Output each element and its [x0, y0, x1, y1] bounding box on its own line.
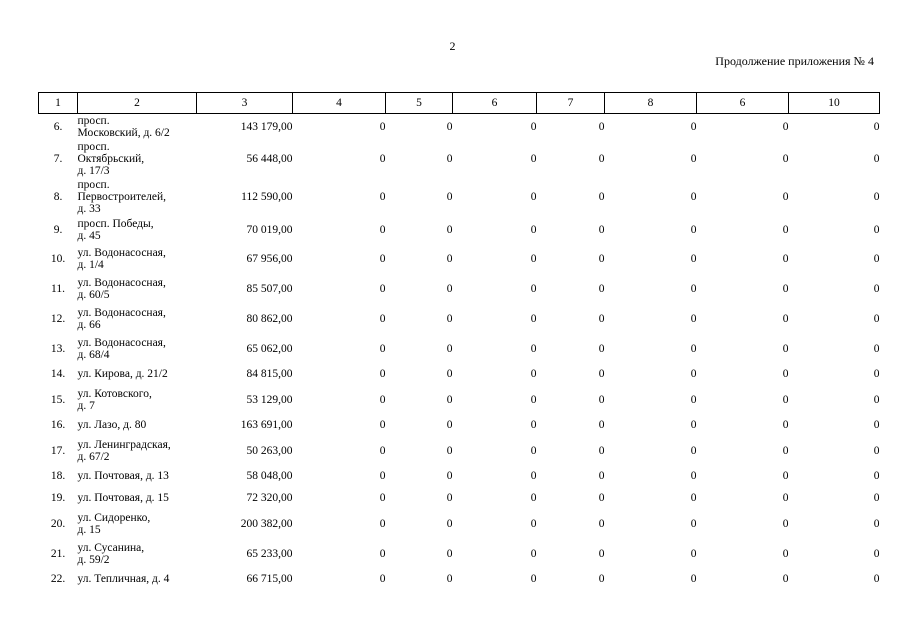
value-cell-col-7: 0 [598, 517, 605, 530]
address-line: ул. Водонасосная, [77, 276, 166, 289]
table-body [39, 114, 880, 590]
row-number: 16. [50, 419, 66, 431]
value-cell-col-10: 0 [873, 368, 880, 380]
value-cell-col-6: 0 [530, 223, 537, 236]
row-number: 22. [50, 573, 66, 585]
table-row [39, 140, 880, 178]
value-cell-col-8: 0 [690, 444, 697, 457]
address-cell [78, 364, 197, 385]
address-line: ул. Водонасосная, [77, 306, 166, 319]
value-cell-col-5: 0 [446, 252, 453, 265]
value-cell-col-4: 0 [379, 223, 386, 236]
appendix-continuation-title: Продолжение приложения № 4 [715, 54, 874, 68]
amount-cell: 80 862,00 [246, 312, 293, 325]
address-line: ул. Лазо, д. 80 [77, 419, 147, 431]
table-row [39, 466, 880, 487]
value-cell-col-9: 0 [782, 470, 789, 482]
address-cell [78, 539, 197, 569]
address-cell [78, 569, 197, 590]
value-cell-col-9: 0 [782, 491, 789, 504]
address-line: д. 60/5 [77, 288, 110, 301]
address-cell [78, 114, 197, 140]
address-line: д. 68/4 [77, 348, 110, 361]
row-number: 18. [50, 470, 66, 482]
column-header-7: 7 [537, 93, 605, 114]
row-number: 7. [53, 152, 63, 165]
value-cell-col-4: 0 [379, 152, 386, 165]
value-cell-col-10: 0 [873, 190, 880, 203]
value-cell-col-7: 0 [598, 419, 605, 431]
value-cell-col-5: 0 [446, 491, 453, 504]
address-line: просп. [77, 114, 110, 127]
address-line: ул. Почтовая, д. 15 [77, 491, 169, 504]
column-header-3: 3 [197, 93, 293, 114]
value-cell-col-10: 0 [873, 252, 880, 265]
value-cell-col-7: 0 [598, 547, 605, 560]
value-cell-col-4: 0 [379, 342, 386, 355]
address-cell [78, 304, 197, 334]
column-header-2: 2 [78, 93, 197, 114]
value-cell-col-6: 0 [530, 252, 537, 265]
row-number: 17. [50, 444, 66, 457]
value-cell-col-8: 0 [690, 393, 697, 406]
amount-cell: 58 048,00 [246, 470, 293, 482]
value-cell-col-8: 0 [690, 470, 697, 482]
value-cell-col-4: 0 [379, 491, 386, 504]
value-cell-col-9: 0 [782, 573, 789, 585]
value-cell-col-4: 0 [379, 252, 386, 265]
column-header-8: 8 [605, 93, 697, 114]
address-line: д. 45 [77, 229, 101, 242]
value-cell-col-9: 0 [782, 517, 789, 530]
row-number: 15. [50, 393, 66, 406]
value-cell-col-4: 0 [379, 419, 386, 431]
value-cell-col-9: 0 [782, 393, 789, 406]
value-cell-col-9: 0 [782, 312, 789, 325]
amount-cell: 56 448,00 [246, 152, 293, 165]
address-line: ул. Котовского, [77, 387, 152, 400]
value-cell-col-10: 0 [873, 419, 880, 431]
value-cell-col-5: 0 [446, 223, 453, 236]
address-line: д. 1/4 [77, 258, 104, 271]
value-cell-col-7: 0 [598, 190, 605, 203]
value-cell-col-6: 0 [530, 470, 537, 482]
value-cell-col-6: 0 [530, 517, 537, 530]
page-number: 2 [449, 39, 456, 53]
address-line: д. 66 [77, 318, 101, 331]
value-cell-col-6: 0 [530, 152, 537, 165]
row-number: 6. [53, 120, 63, 133]
address-line: д. 67/2 [77, 450, 110, 463]
column-header-10: 10 [789, 93, 880, 114]
value-cell-col-6: 0 [530, 419, 537, 431]
address-cell [78, 216, 197, 244]
value-cell-col-8: 0 [690, 152, 697, 165]
value-cell-col-6: 0 [530, 491, 537, 504]
amount-cell: 65 062,00 [246, 342, 293, 355]
value-cell-col-5: 0 [446, 573, 453, 585]
appendix-table [38, 92, 880, 590]
value-cell-col-4: 0 [379, 120, 386, 133]
value-cell-col-9: 0 [782, 342, 789, 355]
value-cell-col-8: 0 [690, 223, 697, 236]
address-line: ул. Сусанина, [77, 541, 145, 554]
table-row [39, 114, 880, 140]
value-cell-col-9: 0 [782, 444, 789, 457]
amount-cell: 70 019,00 [246, 223, 293, 236]
address-line: Октябрьский, [77, 152, 145, 165]
row-number: 9. [53, 223, 63, 236]
value-cell-col-5: 0 [446, 282, 453, 295]
amount-cell: 50 263,00 [246, 444, 293, 457]
table-row [39, 334, 880, 364]
table-row [39, 436, 880, 466]
table-row [39, 274, 880, 304]
column-header-4: 4 [293, 93, 386, 114]
value-cell-col-7: 0 [598, 573, 605, 585]
amount-cell: 163 691,00 [240, 419, 293, 431]
value-cell-col-10: 0 [873, 282, 880, 295]
value-cell-col-8: 0 [690, 120, 697, 133]
value-cell-col-4: 0 [379, 573, 386, 585]
address-line: ул. Кирова, д. 21/2 [77, 368, 168, 380]
value-cell-col-10: 0 [873, 470, 880, 482]
value-cell-col-9: 0 [782, 419, 789, 431]
value-cell-col-10: 0 [873, 223, 880, 236]
amount-cell: 112 590,00 [241, 190, 293, 203]
address-line: ул. Почтовая, д. 13 [77, 470, 169, 482]
value-cell-col-4: 0 [379, 444, 386, 457]
value-cell-col-4: 0 [379, 393, 386, 406]
value-cell-col-5: 0 [446, 368, 453, 380]
table-row [39, 385, 880, 415]
value-cell-col-5: 0 [446, 444, 453, 457]
table-row [39, 244, 880, 274]
amount-cell: 85 507,00 [246, 282, 293, 295]
address-line: Московский, д. 6/2 [77, 126, 170, 139]
row-number: 11. [51, 282, 65, 295]
value-cell-col-5: 0 [446, 342, 453, 355]
value-cell-col-9: 0 [782, 282, 789, 295]
address-line: д. 17/3 [77, 164, 110, 177]
row-number: 12. [50, 312, 66, 325]
value-cell-col-6: 0 [530, 444, 537, 457]
value-cell-col-9: 0 [782, 368, 789, 380]
value-cell-col-6: 0 [530, 282, 537, 295]
value-cell-col-5: 0 [446, 120, 453, 133]
row-number: 14. [50, 368, 66, 380]
table-row [39, 304, 880, 334]
address-cell [78, 509, 197, 539]
value-cell-col-6: 0 [530, 393, 537, 406]
address-line: ул. Сидоренко, [77, 511, 151, 524]
address-cell [78, 436, 197, 466]
row-number: 20. [50, 517, 66, 530]
value-cell-col-6: 0 [530, 190, 537, 203]
value-cell-col-8: 0 [690, 190, 697, 203]
value-cell-col-4: 0 [379, 368, 386, 380]
value-cell-col-7: 0 [598, 342, 605, 355]
address-line: д. 59/2 [77, 553, 110, 566]
value-cell-col-4: 0 [379, 282, 386, 295]
table-row [39, 415, 880, 436]
row-number: 21. [50, 547, 66, 560]
row-number: 19. [50, 491, 66, 504]
value-cell-col-10: 0 [873, 547, 880, 560]
value-cell-col-7: 0 [598, 470, 605, 482]
value-cell-col-5: 0 [446, 470, 453, 482]
value-cell-col-4: 0 [379, 470, 386, 482]
value-cell-col-4: 0 [379, 547, 386, 560]
amount-cell: 200 382,00 [240, 517, 293, 530]
value-cell-col-10: 0 [873, 517, 880, 530]
column-header-6: 6 [453, 93, 537, 114]
table-row [39, 509, 880, 539]
address-cell [78, 415, 197, 436]
value-cell-col-5: 0 [446, 152, 453, 165]
address-line: ул. Водонасосная, [77, 246, 166, 259]
value-cell-col-8: 0 [690, 368, 697, 380]
value-cell-col-10: 0 [873, 573, 880, 585]
value-cell-col-8: 0 [690, 573, 697, 585]
address-line: д. 33 [77, 202, 101, 215]
value-cell-col-7: 0 [598, 368, 605, 380]
value-cell-col-8: 0 [690, 282, 697, 295]
value-cell-col-6: 0 [530, 368, 537, 380]
address-cell [78, 140, 197, 178]
value-cell-col-7: 0 [598, 223, 605, 236]
column-header-5: 5 [386, 93, 453, 114]
address-line: д. 7 [77, 399, 95, 412]
address-line: Первостроителей, [77, 190, 166, 203]
table-row [39, 539, 880, 569]
value-cell-col-9: 0 [782, 190, 789, 203]
address-line: ул. Тепличная, д. 4 [77, 573, 170, 585]
address-cell [78, 274, 197, 304]
amount-cell: 84 815,00 [246, 368, 293, 380]
value-cell-col-7: 0 [598, 282, 605, 295]
table-row [39, 178, 880, 216]
value-cell-col-7: 0 [598, 491, 605, 504]
address-cell [78, 244, 197, 274]
amount-cell: 67 956,00 [246, 252, 293, 265]
value-cell-col-10: 0 [873, 491, 880, 504]
row-number: 8. [53, 190, 63, 203]
value-cell-col-10: 0 [873, 152, 880, 165]
value-cell-col-10: 0 [873, 312, 880, 325]
address-line: ул. Водонасосная, [77, 336, 166, 349]
value-cell-col-6: 0 [530, 120, 537, 133]
table-row [39, 364, 880, 385]
value-cell-col-8: 0 [690, 491, 697, 504]
value-cell-col-8: 0 [690, 547, 697, 560]
value-cell-col-7: 0 [598, 312, 605, 325]
value-cell-col-10: 0 [873, 444, 880, 457]
value-cell-col-9: 0 [782, 252, 789, 265]
value-cell-col-9: 0 [782, 223, 789, 236]
table-row [39, 216, 880, 244]
column-header-9: 6 [697, 93, 789, 114]
amount-cell: 65 233,00 [246, 547, 293, 560]
address-cell [78, 385, 197, 415]
amount-cell: 143 179,00 [240, 120, 293, 133]
address-line: ул. Ленинградская, [77, 438, 171, 451]
value-cell-col-8: 0 [690, 312, 697, 325]
amount-cell: 53 129,00 [246, 393, 293, 406]
amount-cell: 72 320,00 [246, 491, 293, 504]
value-cell-col-8: 0 [690, 419, 697, 431]
value-cell-col-7: 0 [598, 252, 605, 265]
value-cell-col-9: 0 [782, 547, 789, 560]
value-cell-col-8: 0 [690, 517, 697, 530]
address-line: д. 15 [77, 523, 101, 536]
amount-cell: 66 715,00 [246, 573, 293, 585]
value-cell-col-5: 0 [446, 517, 453, 530]
value-cell-col-4: 0 [379, 517, 386, 530]
table-row [39, 569, 880, 590]
value-cell-col-6: 0 [530, 573, 537, 585]
table-row [39, 487, 880, 509]
value-cell-col-10: 0 [873, 120, 880, 133]
column-header-1: 1 [39, 93, 78, 114]
value-cell-col-7: 0 [598, 120, 605, 133]
value-cell-col-6: 0 [530, 547, 537, 560]
address-line: просп. Победы, [77, 217, 154, 230]
value-cell-col-7: 0 [598, 393, 605, 406]
value-cell-col-4: 0 [379, 190, 386, 203]
address-line: просп. [77, 140, 110, 153]
value-cell-col-10: 0 [873, 393, 880, 406]
value-cell-col-5: 0 [446, 190, 453, 203]
value-cell-col-9: 0 [782, 152, 789, 165]
row-number: 13. [50, 342, 66, 355]
address-cell [78, 334, 197, 364]
header-row [39, 93, 880, 114]
row-number: 10. [50, 252, 66, 265]
value-cell-col-5: 0 [446, 393, 453, 406]
value-cell-col-10: 0 [873, 342, 880, 355]
address-line: просп. [77, 178, 110, 191]
value-cell-col-6: 0 [530, 312, 537, 325]
value-cell-col-9: 0 [782, 120, 789, 133]
address-cell [78, 178, 197, 216]
value-cell-col-6: 0 [530, 342, 537, 355]
value-cell-col-7: 0 [598, 152, 605, 165]
value-cell-col-8: 0 [690, 252, 697, 265]
value-cell-col-5: 0 [446, 419, 453, 431]
address-cell [78, 487, 197, 509]
value-cell-col-4: 0 [379, 312, 386, 325]
value-cell-col-5: 0 [446, 312, 453, 325]
address-cell [78, 466, 197, 487]
value-cell-col-5: 0 [446, 547, 453, 560]
value-cell-col-8: 0 [690, 342, 697, 355]
value-cell-col-7: 0 [598, 444, 605, 457]
